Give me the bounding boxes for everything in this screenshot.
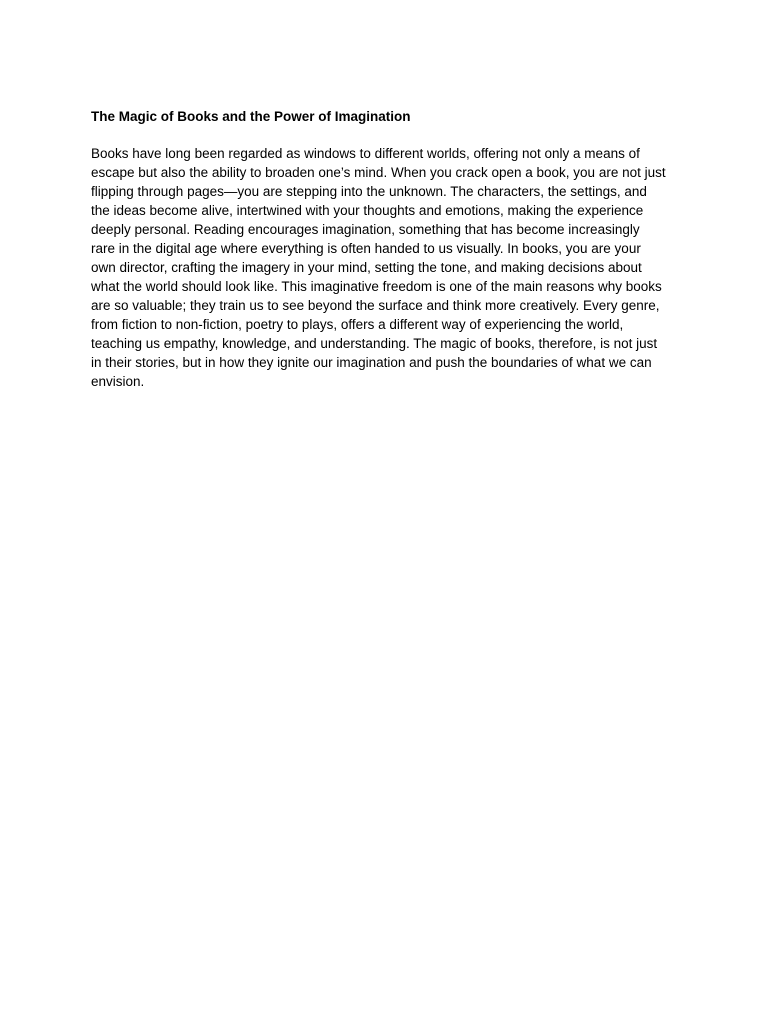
document-title: The Magic of Books and the Power of Imagination	[91, 109, 411, 124]
paragraph-line: from fiction to non-fiction, poetry to plays, offers a different way of experiencing the world,	[91, 317, 624, 332]
paragraph-line: are so valuable; they train us to see beyond the surface and think more creatively. Every genre,	[91, 298, 660, 313]
paragraph-line: in their stories, but in how they ignite our imagination and push the boundaries of what we can	[91, 355, 652, 370]
paragraph-line: deeply personal. Reading encourages imagination, something that has become increasingly	[91, 222, 640, 237]
paragraph-line: envision.	[91, 374, 145, 389]
paragraph-line: teaching us empathy, knowledge, and understanding. The magic of books, therefore, is not just	[91, 336, 658, 351]
paragraph-line: Books have long been regarded as windows to different worlds, offering not only a means of	[91, 146, 640, 161]
paragraph-line: what the world should look like. This imaginative freedom is one of the main reasons why books	[91, 279, 662, 294]
paragraph-line: own director, crafting the imagery in your mind, setting the tone, and making decisions about	[91, 260, 642, 275]
document-paragraph	[91, 144, 691, 391]
paragraph-line: flipping through pages—you are stepping into the unknown. The characters, the settings, and	[91, 184, 647, 199]
paragraph-line: rare in the digital age where everything is often handed to us visually. In books, you are your	[91, 241, 641, 256]
paragraph-line: the ideas become alive, intertwined with your thoughts and emotions, making the experience	[91, 203, 644, 218]
paragraph-line: escape but also the ability to broaden one’s mind. When you crack open a book, you are not just	[91, 165, 666, 180]
